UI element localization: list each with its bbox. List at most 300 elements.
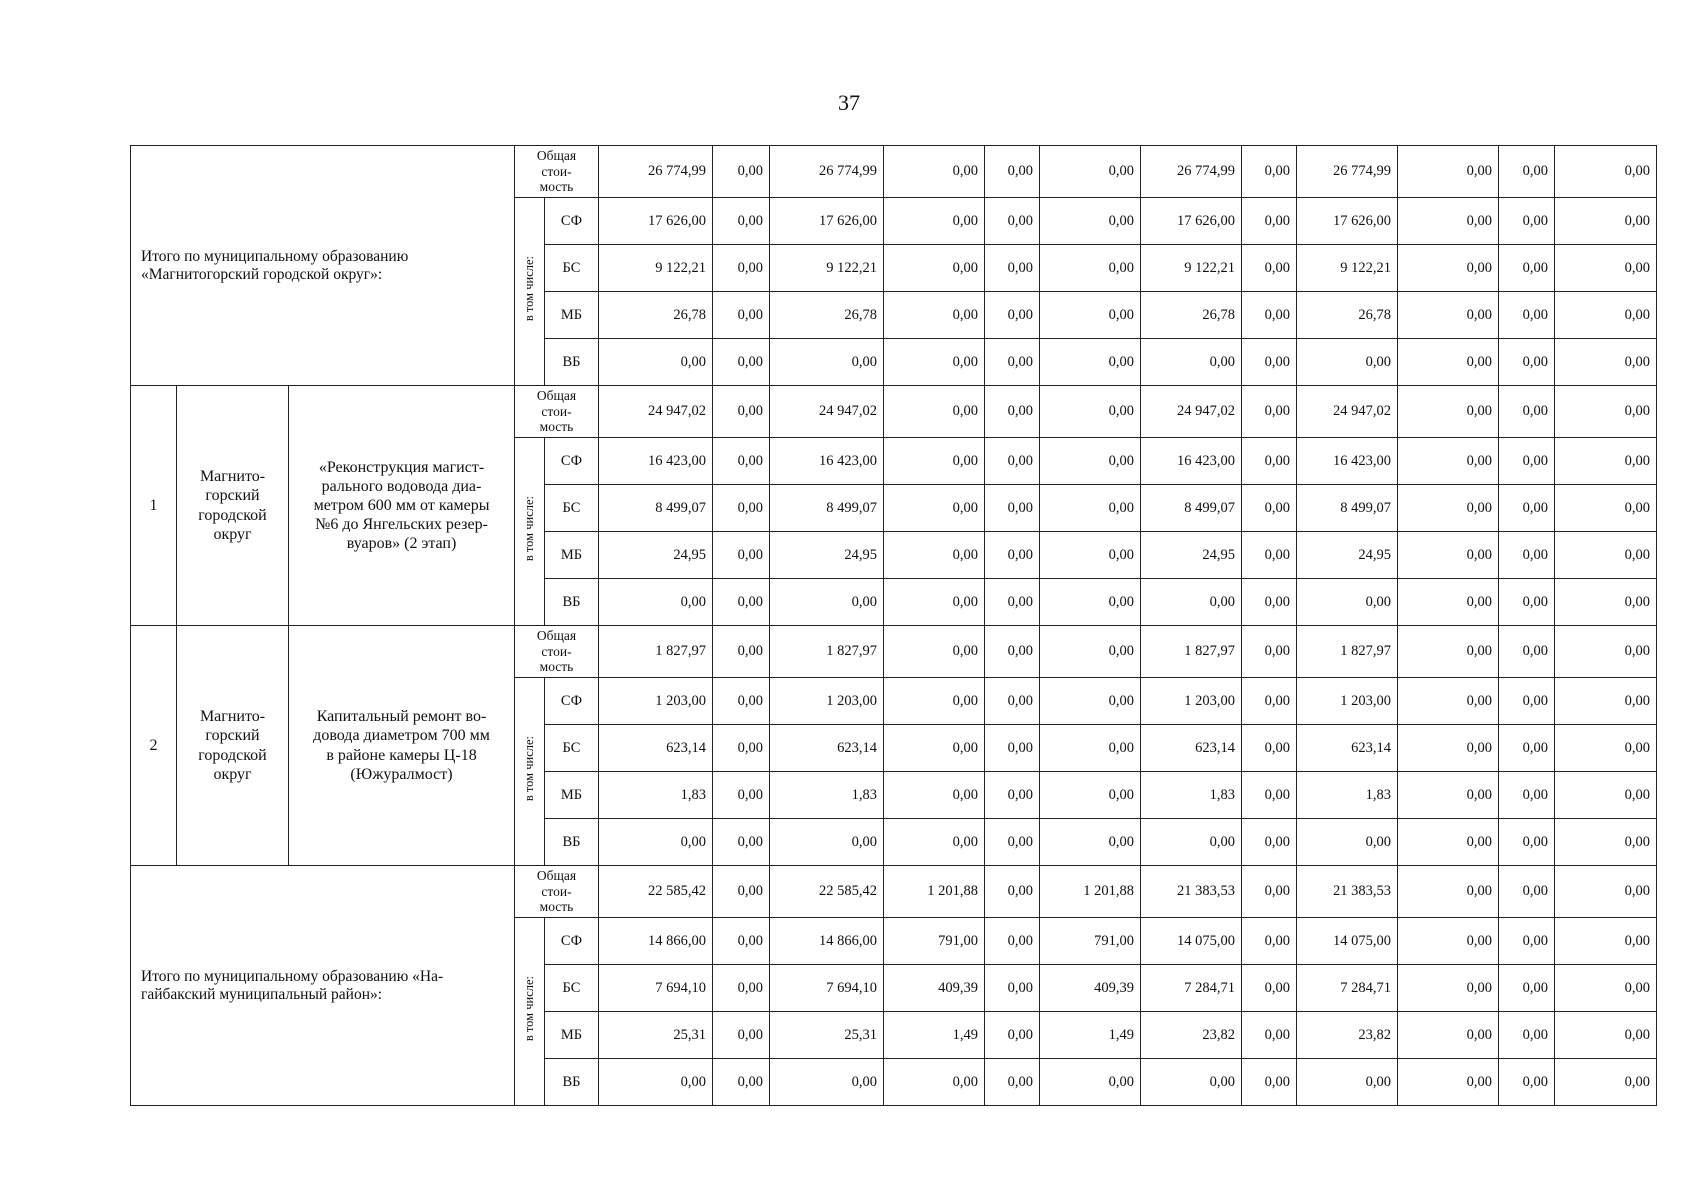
value-cell: 0,00	[1499, 725, 1555, 772]
text-line: (Южуралмост)	[350, 765, 453, 783]
object-name	[289, 386, 515, 626]
funding-source: ВБ	[545, 1059, 599, 1106]
text-line: Итого по муниципальному образованию	[141, 247, 409, 265]
value-cell: 0,00	[1555, 198, 1657, 245]
value-cell: 0,00	[1040, 772, 1141, 819]
text-line: метром 600 мм от камеры	[313, 496, 490, 514]
value-cell: 0,00	[985, 438, 1040, 485]
value-cell: 0,00	[1242, 386, 1297, 438]
municipality-name	[177, 386, 289, 626]
value-cell: 7 284,71	[1297, 965, 1398, 1012]
value-cell: 0,00	[1242, 1012, 1297, 1059]
value-cell: 0,00	[713, 198, 770, 245]
value-cell: 0,00	[884, 146, 985, 198]
value-cell: 0,00	[884, 819, 985, 866]
value-cell: 0,00	[713, 1012, 770, 1059]
value-cell: 0,00	[985, 626, 1040, 678]
value-cell: 0,00	[1242, 579, 1297, 626]
text-line: «Реконструкция магист-	[318, 458, 485, 476]
text-line: Магнито-	[199, 708, 266, 726]
value-cell: 0,00	[1499, 146, 1555, 198]
value-cell: 0,00	[1499, 918, 1555, 965]
value-cell: 0,00	[713, 532, 770, 579]
value-cell: 0,00	[884, 725, 985, 772]
value-cell: 1 203,00	[770, 678, 884, 725]
value-cell: 9 122,21	[1141, 245, 1242, 292]
value-cell: 1 201,88	[884, 866, 985, 918]
value-cell: 0,00	[1040, 386, 1141, 438]
value-cell: 0,00	[1242, 725, 1297, 772]
value-cell: 22 585,42	[770, 866, 884, 918]
value-cell: 623,14	[1141, 725, 1242, 772]
text-line: рального водовода диа-	[321, 477, 482, 495]
text-line: стои-	[541, 643, 572, 659]
value-cell: 0,00	[1555, 292, 1657, 339]
value-cell: 0,00	[985, 819, 1040, 866]
value-cell: 9 122,21	[770, 245, 884, 292]
value-cell: 0,00	[713, 678, 770, 725]
value-cell: 0,00	[1242, 245, 1297, 292]
value-cell: 0,00	[713, 918, 770, 965]
table-body	[131, 146, 1657, 1106]
value-cell: 623,14	[770, 725, 884, 772]
value-cell: 0,00	[1398, 866, 1499, 918]
value-cell: 0,00	[1040, 146, 1141, 198]
value-cell: 26 774,99	[1297, 146, 1398, 198]
value-cell: 409,39	[1040, 965, 1141, 1012]
value-cell: 0,00	[1555, 678, 1657, 725]
value-cell: 0,00	[1555, 866, 1657, 918]
text-line: стои-	[541, 403, 572, 419]
value-cell: 0,00	[985, 198, 1040, 245]
value-cell: 0,00	[1242, 339, 1297, 386]
funding-source: ВБ	[545, 339, 599, 386]
value-cell: 0,00	[884, 626, 985, 678]
value-cell: 0,00	[1499, 485, 1555, 532]
value-cell: 1 827,97	[1141, 626, 1242, 678]
value-cell: 0,00	[1242, 965, 1297, 1012]
text-line: Общая	[536, 868, 577, 884]
value-cell: 0,00	[1141, 579, 1242, 626]
value-cell: 0,00	[985, 146, 1040, 198]
value-cell: 0,00	[713, 339, 770, 386]
value-cell: 0,00	[1499, 965, 1555, 1012]
value-cell: 14 075,00	[1297, 918, 1398, 965]
value-cell: 24 947,02	[770, 386, 884, 438]
value-cell: 24 947,02	[1141, 386, 1242, 438]
value-cell: 0,00	[1499, 1012, 1555, 1059]
text-line: стои-	[541, 883, 572, 899]
value-cell: 0,00	[1398, 1012, 1499, 1059]
value-cell: 791,00	[884, 918, 985, 965]
value-cell: 0,00	[770, 1059, 884, 1106]
value-cell: 0,00	[713, 438, 770, 485]
value-cell: 0,00	[884, 678, 985, 725]
value-cell: 0,00	[884, 386, 985, 438]
value-cell: 26 774,99	[599, 146, 713, 198]
including-label-cell	[515, 438, 545, 626]
value-cell: 0,00	[1398, 386, 1499, 438]
funding-source: ВБ	[545, 579, 599, 626]
including-label: в том числе:	[522, 736, 536, 802]
value-cell: 26,78	[1141, 292, 1242, 339]
funding-source: СФ	[545, 438, 599, 485]
funding-source: МБ	[545, 1012, 599, 1059]
page-number: 37	[838, 90, 860, 115]
value-cell: 0,00	[1555, 245, 1657, 292]
value-cell: 0,00	[1398, 532, 1499, 579]
text-line: довода диаметром 700 мм	[313, 727, 490, 745]
value-cell: 17 626,00	[1297, 198, 1398, 245]
value-cell: 0,00	[985, 386, 1040, 438]
value-cell: 1 203,00	[1141, 678, 1242, 725]
value-cell: 0,00	[1242, 198, 1297, 245]
text-line: мость	[539, 179, 574, 195]
value-cell: 791,00	[1040, 918, 1141, 965]
value-cell: 1 827,97	[1297, 626, 1398, 678]
text-line: Магнито-	[199, 468, 266, 486]
value-cell: 0,00	[1242, 292, 1297, 339]
value-cell: 623,14	[1297, 725, 1398, 772]
value-cell: 0,00	[1398, 198, 1499, 245]
total-cost-label	[515, 866, 599, 918]
funding-source: БС	[545, 485, 599, 532]
value-cell: 23,82	[1141, 1012, 1242, 1059]
value-cell: 0,00	[1398, 965, 1499, 1012]
value-cell: 1,83	[1141, 772, 1242, 819]
value-cell: 0,00	[713, 1059, 770, 1106]
value-cell: 8 499,07	[599, 485, 713, 532]
text-line: стои-	[541, 163, 572, 179]
value-cell: 8 499,07	[770, 485, 884, 532]
value-cell: 7 694,10	[599, 965, 713, 1012]
value-cell: 0,00	[1555, 725, 1657, 772]
value-cell: 16 423,00	[1141, 438, 1242, 485]
value-cell: 0,00	[1398, 579, 1499, 626]
text-line: Капитальный ремонт во-	[316, 708, 487, 726]
item-index: 1	[131, 386, 177, 626]
value-cell: 0,00	[1555, 965, 1657, 1012]
value-cell: 8 499,07	[1141, 485, 1242, 532]
value-cell: 22 585,42	[599, 866, 713, 918]
value-cell: 0,00	[1040, 485, 1141, 532]
text-line: Общая	[536, 388, 577, 404]
value-cell: 1 201,88	[1040, 866, 1141, 918]
value-cell: 0,00	[884, 438, 985, 485]
value-cell: 23,82	[1297, 1012, 1398, 1059]
value-cell: 0,00	[1555, 626, 1657, 678]
value-cell: 0,00	[1040, 532, 1141, 579]
value-cell: 0,00	[1499, 1059, 1555, 1106]
text-line: горский	[205, 727, 260, 745]
value-cell: 0,00	[1242, 626, 1297, 678]
value-cell: 0,00	[1499, 245, 1555, 292]
value-cell: 0,00	[713, 579, 770, 626]
value-cell: 0,00	[1398, 485, 1499, 532]
value-cell: 0,00	[713, 725, 770, 772]
value-cell: 0,00	[1499, 339, 1555, 386]
value-cell: 0,00	[1297, 819, 1398, 866]
value-cell: 0,00	[713, 819, 770, 866]
value-cell: 0,00	[985, 965, 1040, 1012]
value-cell: 24 947,02	[599, 386, 713, 438]
text-line: мость	[539, 419, 574, 435]
table-row	[131, 866, 1657, 918]
value-cell: 26 774,99	[770, 146, 884, 198]
item-index: 2	[131, 626, 177, 866]
value-cell: 0,00	[1141, 1059, 1242, 1106]
value-cell: 14 075,00	[1141, 918, 1242, 965]
value-cell: 0,00	[1398, 678, 1499, 725]
value-cell: 26 774,99	[1141, 146, 1242, 198]
value-cell: 0,00	[599, 579, 713, 626]
value-cell: 0,00	[1555, 438, 1657, 485]
value-cell: 1,83	[1297, 772, 1398, 819]
value-cell: 0,00	[1398, 772, 1499, 819]
text-line: мость	[539, 659, 574, 675]
value-cell: 14 866,00	[599, 918, 713, 965]
value-cell: 8 499,07	[1297, 485, 1398, 532]
value-cell: 1,49	[1040, 1012, 1141, 1059]
funding-source: БС	[545, 725, 599, 772]
value-cell: 0,00	[1040, 292, 1141, 339]
value-cell: 0,00	[1297, 339, 1398, 386]
value-cell: 1,49	[884, 1012, 985, 1059]
table-row	[131, 146, 1657, 198]
value-cell: 0,00	[1242, 146, 1297, 198]
value-cell: 0,00	[985, 678, 1040, 725]
value-cell: 0,00	[1398, 292, 1499, 339]
value-cell: 0,00	[1242, 485, 1297, 532]
value-cell: 1,83	[770, 772, 884, 819]
value-cell: 0,00	[1141, 339, 1242, 386]
value-cell: 0,00	[1040, 339, 1141, 386]
value-cell: 0,00	[1499, 772, 1555, 819]
value-cell: 0,00	[1555, 579, 1657, 626]
municipality-name	[177, 626, 289, 866]
value-cell: 0,00	[985, 245, 1040, 292]
value-cell: 0,00	[985, 1012, 1040, 1059]
value-cell: 0,00	[1555, 386, 1657, 438]
value-cell: 0,00	[1242, 678, 1297, 725]
value-cell: 0,00	[884, 1059, 985, 1106]
value-cell: 24 947,02	[1297, 386, 1398, 438]
value-cell: 0,00	[1242, 866, 1297, 918]
text-line: вуаров» (2 этап)	[346, 535, 457, 553]
value-cell: 0,00	[1040, 438, 1141, 485]
value-cell: 0,00	[770, 819, 884, 866]
value-cell: 0,00	[1398, 245, 1499, 292]
funding-source: СФ	[545, 198, 599, 245]
value-cell: 0,00	[1499, 532, 1555, 579]
value-cell: 0,00	[1499, 678, 1555, 725]
value-cell: 0,00	[1398, 725, 1499, 772]
value-cell: 0,00	[884, 198, 985, 245]
value-cell: 0,00	[1398, 146, 1499, 198]
value-cell: 0,00	[985, 918, 1040, 965]
summary-label	[131, 146, 515, 386]
text-line: «Магнитогорский городской округ»:	[141, 265, 383, 283]
funding-source: МБ	[545, 772, 599, 819]
value-cell: 21 383,53	[1141, 866, 1242, 918]
value-cell: 0,00	[770, 339, 884, 386]
value-cell: 0,00	[1297, 1059, 1398, 1106]
including-label: в том числе:	[522, 976, 536, 1042]
value-cell: 24,95	[1297, 532, 1398, 579]
value-cell: 0,00	[770, 579, 884, 626]
funding-source: БС	[545, 245, 599, 292]
value-cell: 1 203,00	[599, 678, 713, 725]
text-line: мость	[539, 899, 574, 915]
including-label: в том числе:	[522, 496, 536, 562]
value-cell: 0,00	[1555, 1012, 1657, 1059]
text-line: гайбакский муниципальный район»:	[141, 985, 383, 1003]
value-cell: 0,00	[1141, 819, 1242, 866]
including-label-cell	[515, 198, 545, 386]
value-cell: 16 423,00	[1297, 438, 1398, 485]
value-cell: 0,00	[1242, 918, 1297, 965]
value-cell: 0,00	[1242, 819, 1297, 866]
value-cell: 0,00	[985, 292, 1040, 339]
value-cell: 0,00	[1297, 579, 1398, 626]
value-cell: 0,00	[713, 772, 770, 819]
value-cell: 0,00	[1242, 532, 1297, 579]
value-cell: 0,00	[1040, 579, 1141, 626]
value-cell: 0,00	[884, 339, 985, 386]
value-cell: 0,00	[1499, 626, 1555, 678]
table-row	[131, 626, 1657, 678]
value-cell: 0,00	[884, 579, 985, 626]
value-cell: 0,00	[1555, 146, 1657, 198]
value-cell: 21 383,53	[1297, 866, 1398, 918]
value-cell: 0,00	[1242, 772, 1297, 819]
funding-source: МБ	[545, 292, 599, 339]
value-cell: 1,83	[599, 772, 713, 819]
total-cost-label	[515, 386, 599, 438]
funding-source: СФ	[545, 678, 599, 725]
value-cell: 0,00	[985, 1059, 1040, 1106]
funding-source: ВБ	[545, 819, 599, 866]
value-cell: 0,00	[1555, 532, 1657, 579]
value-cell: 0,00	[1040, 678, 1141, 725]
value-cell: 0,00	[1555, 819, 1657, 866]
text-line: округ	[213, 525, 252, 543]
value-cell: 17 626,00	[1141, 198, 1242, 245]
value-cell: 0,00	[1555, 339, 1657, 386]
value-cell: 25,31	[599, 1012, 713, 1059]
value-cell: 623,14	[599, 725, 713, 772]
value-cell: 0,00	[713, 485, 770, 532]
value-cell: 14 866,00	[770, 918, 884, 965]
value-cell: 0,00	[1499, 386, 1555, 438]
total-cost-label	[515, 626, 599, 678]
value-cell: 409,39	[884, 965, 985, 1012]
value-cell: 0,00	[1398, 438, 1499, 485]
value-cell: 0,00	[1398, 819, 1499, 866]
text-line: горский	[205, 487, 260, 505]
value-cell: 17 626,00	[599, 198, 713, 245]
value-cell: 0,00	[1040, 245, 1141, 292]
value-cell: 0,00	[713, 866, 770, 918]
value-cell: 24,95	[599, 532, 713, 579]
value-cell: 0,00	[884, 532, 985, 579]
value-cell: 0,00	[1555, 772, 1657, 819]
value-cell: 0,00	[1555, 918, 1657, 965]
value-cell: 24,95	[1141, 532, 1242, 579]
funding-source: МБ	[545, 532, 599, 579]
value-cell: 1 203,00	[1297, 678, 1398, 725]
value-cell: 24,95	[770, 532, 884, 579]
value-cell: 0,00	[1398, 1059, 1499, 1106]
value-cell: 0,00	[599, 339, 713, 386]
value-cell: 0,00	[1040, 1059, 1141, 1106]
text-line: Общая	[536, 148, 577, 164]
including-label-cell	[515, 678, 545, 866]
value-cell: 0,00	[1242, 438, 1297, 485]
value-cell: 0,00	[1499, 438, 1555, 485]
value-cell: 0,00	[985, 485, 1040, 532]
text-line: Итого по муниципальному образованию «На-	[141, 967, 444, 985]
value-cell: 0,00	[985, 339, 1040, 386]
table-row	[131, 386, 1657, 438]
value-cell: 0,00	[1398, 626, 1499, 678]
value-cell: 0,00	[884, 292, 985, 339]
value-cell: 26,78	[1297, 292, 1398, 339]
value-cell: 1 827,97	[770, 626, 884, 678]
value-cell: 16 423,00	[599, 438, 713, 485]
value-cell: 0,00	[713, 626, 770, 678]
value-cell: 0,00	[985, 725, 1040, 772]
value-cell: 0,00	[1499, 866, 1555, 918]
value-cell: 0,00	[985, 866, 1040, 918]
funding-source: БС	[545, 965, 599, 1012]
text-line: округ	[213, 765, 252, 783]
value-cell: 0,00	[985, 579, 1040, 626]
funding-source: СФ	[545, 918, 599, 965]
value-cell: 0,00	[1040, 819, 1141, 866]
value-cell: 1 827,97	[599, 626, 713, 678]
value-cell: 0,00	[1499, 198, 1555, 245]
value-cell: 7 694,10	[770, 965, 884, 1012]
value-cell: 0,00	[713, 146, 770, 198]
value-cell: 7 284,71	[1141, 965, 1242, 1012]
value-cell: 26,78	[770, 292, 884, 339]
text-line: Общая	[536, 628, 577, 644]
including-label: в том числе:	[522, 256, 536, 322]
value-cell: 26,78	[599, 292, 713, 339]
value-cell: 0,00	[985, 532, 1040, 579]
budget-table	[130, 145, 1657, 1106]
summary-label	[131, 866, 515, 1106]
value-cell: 0,00	[985, 772, 1040, 819]
value-cell: 0,00	[884, 485, 985, 532]
value-cell: 9 122,21	[1297, 245, 1398, 292]
text-line: городской	[198, 746, 267, 764]
value-cell: 0,00	[713, 386, 770, 438]
value-cell: 0,00	[1555, 1059, 1657, 1106]
value-cell: 25,31	[770, 1012, 884, 1059]
text-line: городской	[198, 506, 267, 524]
value-cell: 0,00	[599, 819, 713, 866]
value-cell: 0,00	[713, 292, 770, 339]
text-line: в районе камеры Ц-18	[326, 746, 477, 764]
value-cell: 0,00	[713, 965, 770, 1012]
value-cell: 0,00	[1040, 626, 1141, 678]
value-cell: 0,00	[1499, 292, 1555, 339]
total-cost-label	[515, 146, 599, 198]
value-cell: 0,00	[1499, 819, 1555, 866]
text-line: №6 до Янгельских резер-	[315, 516, 488, 534]
